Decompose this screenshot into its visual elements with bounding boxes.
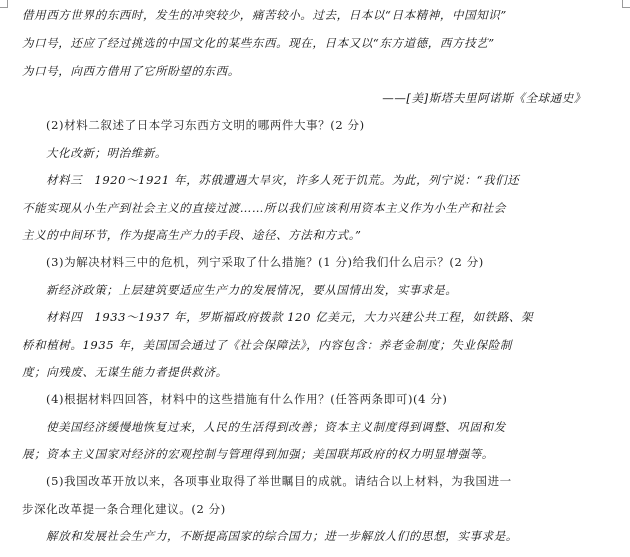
material-two-text: 借用西方世界的东西时，发生的冲突较少，痛苦较小。过去，日本以“日本精神，中国知识” — [22, 8, 507, 22]
question-3: (3)为解决材料三中的危机，列宁采取了什么措施？(1 分)给我们什么启示？(2 分) — [46, 255, 484, 269]
page-corner-mark — [0, 0, 8, 8]
answer-4: 使美国经济缓慢地恢复过来，人民的生活得到改善；资本主义制度得到调整、巩固和发 — [46, 420, 506, 434]
answer-3: 新经济政策；上层建筑要适应生产力的发展情况，要从国情出发，实事求是。 — [46, 283, 458, 297]
question-5: 步深化改革提一条合理化建议。(2 分) — [22, 502, 226, 516]
question-2: (2)材料二叙述了日本学习东西方文明的哪两件大事？(2 分) — [46, 118, 365, 132]
material-two-text: 为口号，还应了经过挑选的中国文化的某些东西。现在，日本又以“东方道德，西方技艺” — [22, 36, 495, 50]
answer-5: 解放和发展社会生产力，不断提高国家的综合国力；进一步解放人们的思想，实事求是。 — [46, 529, 518, 543]
material-four-text: 桥和植树。1935 年，美国国会通过了《社会保障法》，内容包含：养老金制度；失业保险制 — [22, 338, 512, 352]
answer-2: 大化改新；明治维新。 — [46, 146, 167, 160]
material-two-source: ——[美]斯塔夫里阿诺斯《全球通史》 — [382, 91, 586, 105]
material-two-text: 为口号，向西方借用了它所盼望的东西。 — [22, 64, 240, 78]
material-four-text: 材料四 1933～1937 年，罗斯福政府拨款 120 亿美元，大力兴建公共工程，如铁路、架 — [46, 310, 534, 324]
answer-4: 展；资本主义国家对经济的宏观控制与管理得到加强；美国联邦政府的权力明显增强等。 — [22, 447, 494, 461]
question-5: (5)我国改革开放以来，各项事业取得了举世瞩目的成就。请结合以上材料，为我国进一 — [46, 474, 512, 488]
material-four-text: 度；向残废、无谋生能力者提供救济。 — [22, 365, 228, 379]
material-three-text: 主义的中间环节，作为提高生产力的手段、途径、方法和方式。” — [22, 228, 362, 242]
material-three-text: 不能实现从小生产到社会主义的直接过渡……所以我们应该利用资本主义作为小生产和社会 — [22, 201, 506, 215]
material-three-text: 材料三 1920～1921 年，苏俄遭遇大旱灾，许多人死于饥荒。为此，列宁说：“我们还 — [46, 173, 520, 187]
question-4: (4)根据材料四回答，材料中的这些措施有什么作用？(任答两条即可)(4 分) — [46, 392, 448, 406]
